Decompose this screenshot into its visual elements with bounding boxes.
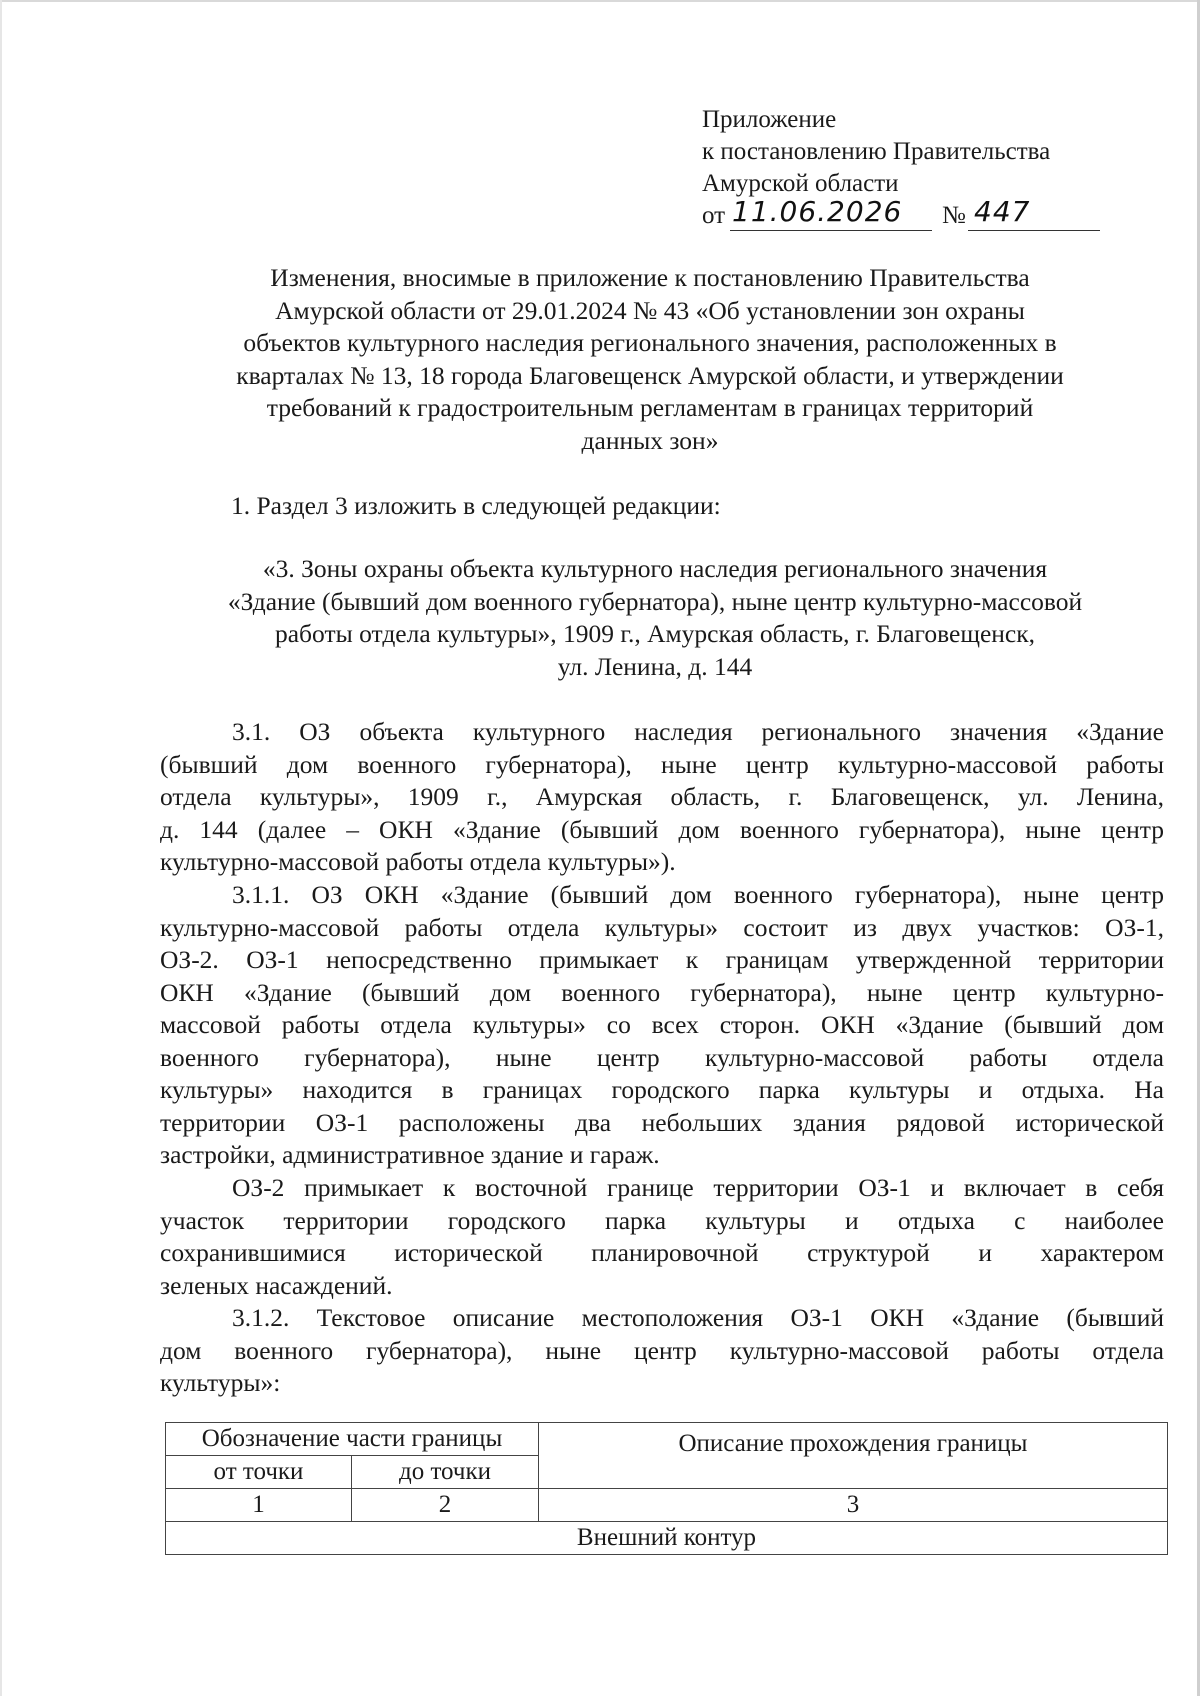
paragraph-line: ОЗ-2 примыкает к восточной границе территории ОЗ-1 и включает в себя bbox=[232, 1173, 1164, 1202]
paragraph-line: территории ОЗ-1 расположены два небольших здания рядовой исторической bbox=[160, 1107, 1164, 1137]
section-title-line: «3. Зоны охраны объекта культурного наследия регионального значения bbox=[262, 554, 1048, 583]
group-header-cell: Обозначение части границы bbox=[166, 1423, 539, 1456]
title-line: требований к градостроительным регламентам в границах территорий bbox=[266, 393, 1034, 422]
paragraph-line: культуры» находится в границах городского парка культуры и отдыха. На bbox=[160, 1075, 1164, 1104]
title-line: кварталах № 13, 18 города Благовещенск Амурской области, и утверждении bbox=[236, 360, 1064, 390]
outer-contour-cell: Внешний контур bbox=[166, 1522, 1168, 1555]
paragraph-3-1-2 bbox=[160, 1302, 1164, 1400]
paragraph-line: (бывший дом военного губернатора), ныне центр культурно-массовой работы bbox=[160, 749, 1164, 779]
paragraph-3-1 bbox=[160, 716, 1164, 879]
scan-edge-left bbox=[0, 0, 2, 1696]
boundary-table bbox=[165, 1422, 1168, 1555]
annex-line-2: к постановлению Правительства bbox=[702, 138, 1051, 165]
paragraph-line: сохранившимися исторической планировочной структурой и характером bbox=[160, 1238, 1164, 1267]
paragraph-line: д. 144 (далее – ОКН «Здание (бывший дом военного губернатора), ныне центр bbox=[160, 814, 1164, 844]
date-underline bbox=[730, 230, 932, 231]
paragraph-line: 3.1.2. Текстовое описание местоположения ОЗ-1 ОКН «Здание (бывший bbox=[232, 1303, 1164, 1332]
paragraph-line: участок территории городского парка культуры и отдыха с наиболее bbox=[160, 1205, 1164, 1235]
paragraph-line: ОЗ-2. ОЗ-1 непосредственно примыкает к границам утвержденной территории bbox=[160, 945, 1164, 974]
annex-line-3: Амурской области bbox=[702, 170, 899, 197]
description-header-cell: Описание прохождения границы bbox=[539, 1423, 1168, 1489]
paragraph-line: застройки, административное здание и гараж. bbox=[160, 1140, 660, 1169]
paragraph-line: зеленых насаждений. bbox=[160, 1270, 393, 1300]
annex-line-1: Приложение bbox=[702, 106, 837, 133]
table-cell: 1 bbox=[166, 1489, 352, 1522]
paragraph-line: культурно-массовой работы отдела культуры» состоит из двух участков: ОЗ-1, bbox=[160, 912, 1164, 942]
title-line: объектов культурного наследия регионального значения, расположенных в bbox=[243, 328, 1057, 357]
item-1: 1. Раздел 3 изложить в следующей редакции: bbox=[231, 491, 721, 520]
paragraph-oz-2 bbox=[160, 1172, 1164, 1302]
paragraph-line: отдела культуры», 1909 г., Амурская область, г. Благовещенск, ул. Ленина, bbox=[160, 782, 1164, 811]
paragraph-line: дом военного губернатора), ныне центр культурно-массовой работы отдела bbox=[160, 1335, 1164, 1365]
title-line: Изменения, вносимые в приложение к постановлению Правительства bbox=[270, 263, 1030, 292]
annex-date-row bbox=[702, 195, 1122, 236]
table-cell: 3 bbox=[539, 1489, 1168, 1522]
section-3-title bbox=[150, 553, 1160, 683]
paragraph-3-1-1 bbox=[160, 879, 1164, 1172]
number-underline bbox=[968, 230, 1100, 231]
title-line: данных зон» bbox=[581, 425, 719, 455]
handwritten-number: 447 bbox=[974, 195, 1031, 228]
document-title bbox=[150, 262, 1150, 457]
paragraph-line: культурно-массовой работы отдела культуры»). bbox=[160, 847, 676, 876]
from-point-header-cell: от точки bbox=[166, 1456, 352, 1489]
paragraph-line: ОКН «Здание (бывший дом военного губернатора), ныне центр культурно- bbox=[160, 977, 1164, 1007]
paragraph-line: массовой работы отдела культуры» со всех сторон. ОКН «Здание (бывший дом bbox=[160, 1010, 1164, 1039]
to-point-header-cell: до точки bbox=[352, 1456, 539, 1489]
paragraph-line: культуры»: bbox=[160, 1368, 281, 1397]
date-prefix: от bbox=[702, 202, 726, 229]
paragraph-line: 3.1. ОЗ объекта культурного наследия регионального значения «Здание bbox=[232, 717, 1164, 746]
table-cell: 2 bbox=[352, 1489, 539, 1522]
table-header-row bbox=[166, 1423, 1168, 1456]
paragraph-line: 3.1.1. ОЗ ОКН «Здание (бывший дом военного губернатора), ныне центр bbox=[232, 880, 1164, 909]
scan-edge-top bbox=[0, 0, 1200, 2]
paragraph-line: военного губернатора), ныне центр культурно-массовой работы отдела bbox=[160, 1042, 1164, 1072]
section-title-line: работы отдела культуры», 1909 г., Амурская область, г. Благовещенск, bbox=[274, 619, 1036, 648]
handwritten-date: 11.06.2026 bbox=[732, 195, 903, 228]
table-numbering-row bbox=[166, 1489, 1168, 1522]
table-span-row bbox=[166, 1522, 1168, 1555]
title-line: Амурской области от 29.01.2024 № 43 «Об установлении зон охраны bbox=[275, 295, 1025, 325]
number-prefix: № bbox=[942, 202, 966, 229]
section-title-line: ул. Ленина, д. 144 bbox=[557, 651, 753, 681]
section-title-line: «Здание (бывший дом военного губернатора), ныне центр культурно-массовой bbox=[227, 586, 1083, 616]
annex-header bbox=[702, 104, 1122, 236]
